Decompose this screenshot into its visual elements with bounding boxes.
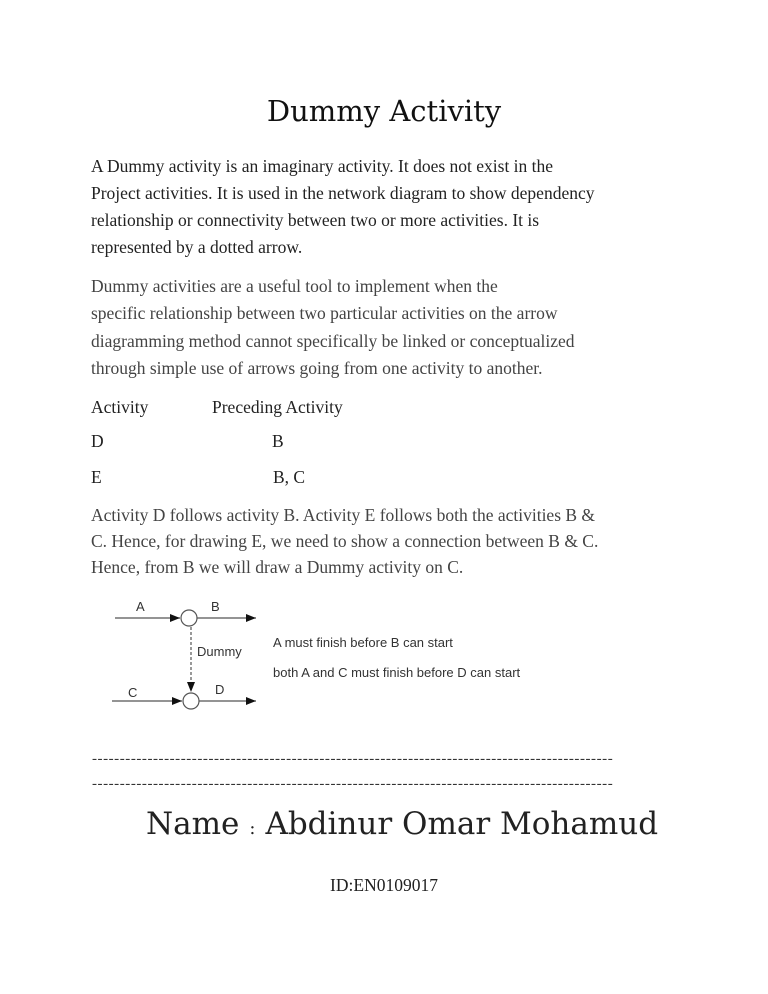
text-line: Hence, from B we will draw a Dummy activity on C. xyxy=(91,557,464,577)
label-c: C xyxy=(128,685,138,700)
text-line: Project activities. It is used in the network diagram to show dependency xyxy=(91,183,595,203)
table-cell: E xyxy=(91,467,102,487)
note-1: A must finish before B can start xyxy=(273,635,453,650)
text-line: Activity D follows activity B. Activity E follows both the activities B & xyxy=(91,505,596,525)
text-line: Dummy activities are a useful tool to implement when the xyxy=(91,276,498,296)
name-colon: : xyxy=(249,818,256,839)
node-1 xyxy=(181,610,197,626)
text-line: through simple use of arrows going from one activity to another. xyxy=(91,358,543,378)
table-cell: B, C xyxy=(273,467,306,487)
label-d: D xyxy=(215,682,225,697)
text-line: represented by a dotted arrow. xyxy=(91,237,303,257)
label-a: A xyxy=(136,599,145,614)
table-cell: B xyxy=(272,431,284,451)
table-header-preceding: Preceding Activity xyxy=(212,397,343,417)
label-b: B xyxy=(211,599,220,614)
table-cell: D xyxy=(91,431,104,451)
page-title: Dummy Activity xyxy=(266,94,502,128)
text-line: A Dummy activity is an imaginary activity. It does not exist in the xyxy=(91,156,554,176)
text-line: relationship or connectivity between two or more activities. It is xyxy=(91,210,540,230)
author-id: ID:EN0109017 xyxy=(330,875,438,895)
name-label: Name xyxy=(146,806,240,842)
separator-line: ---------------------------------------------------------------------------------------------- xyxy=(92,776,614,792)
dummy-activity-diagram xyxy=(90,590,600,720)
node-2 xyxy=(183,693,199,709)
table-header-activity: Activity xyxy=(91,397,149,417)
text-line: specific relationship between two particular activities on the arrow xyxy=(91,303,558,323)
note-2: both A and C must finish before D can start xyxy=(273,665,521,680)
name-value: Abdinur Omar Mohamud xyxy=(265,806,659,842)
separator-line: ---------------------------------------------------------------------------------------------- xyxy=(92,751,614,767)
label-dummy: Dummy xyxy=(197,644,242,659)
text-line: diagramming method cannot specifically be linked or conceptualized xyxy=(91,331,575,351)
author-name xyxy=(146,806,658,842)
text-line: C. Hence, for drawing E, we need to show a connection between B & C. xyxy=(91,531,599,551)
